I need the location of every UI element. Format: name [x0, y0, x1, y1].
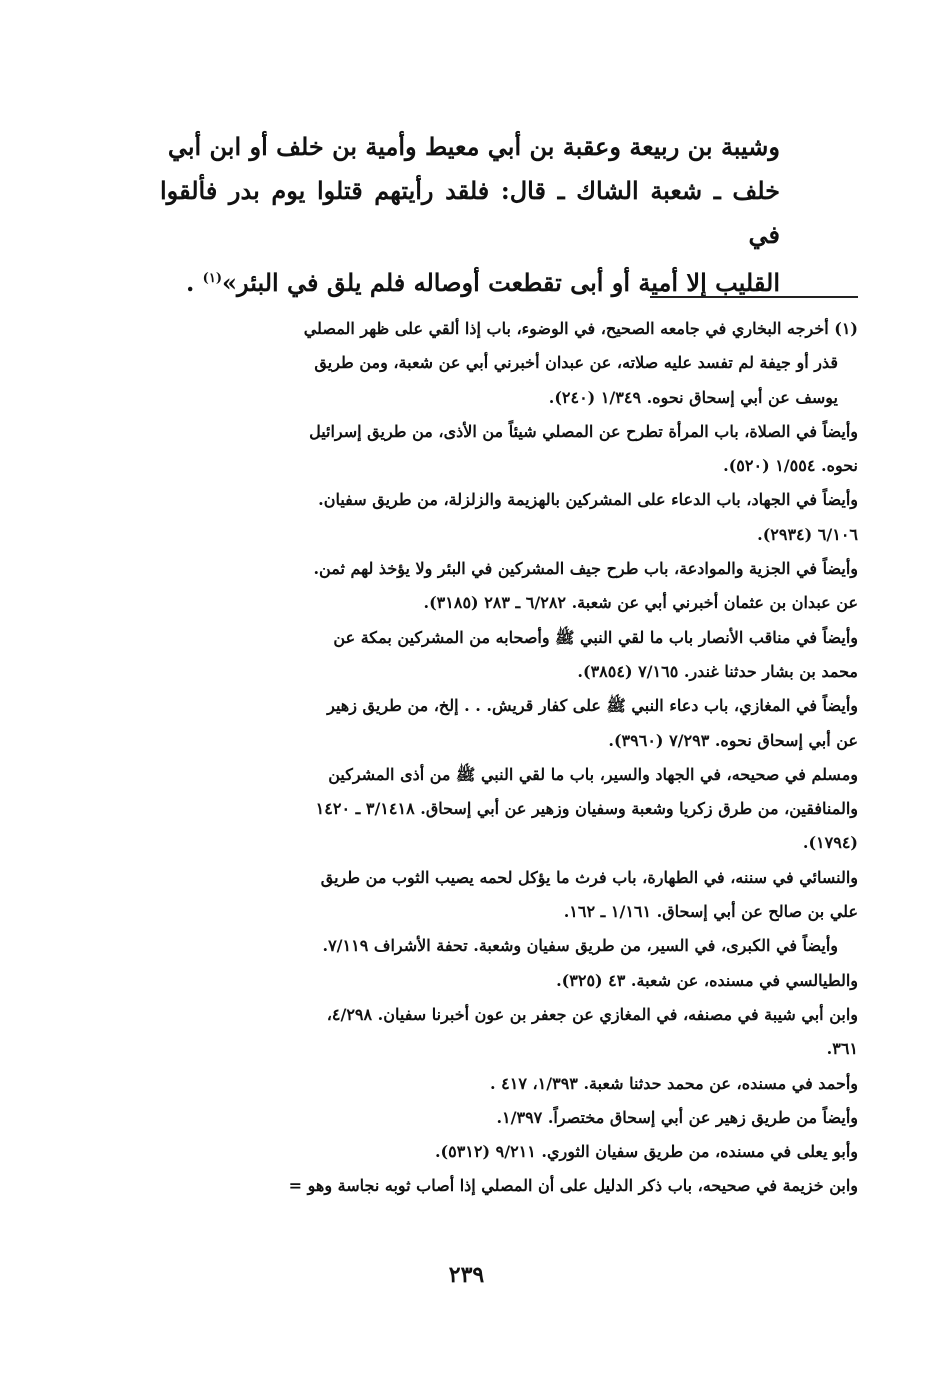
footnote-line: محمد بن بشار حدثنا غندر. ٧/١٦٥ (٣٨٥٤).: [577, 661, 858, 681]
footnote-line: عن عبدان بن عثمان أخبرني أبي عن شعبة. ٦/٢٨٢ ـ ٢٨٣ (٣١٨٥).: [423, 593, 858, 613]
footnote-line: وابن أبي شيبة في مصنفه، في المغازي عن جعفر بن عون أخبرنا سفيان. ٤/٢٩٨،: [326, 1004, 858, 1024]
footnote-line: (١٧٩٤).: [802, 833, 858, 853]
footnote-line: وأيضاً في مناقب الأنصار باب ما لقي النبي ﷺ وأصحابه من المشركين بمكة عن: [333, 627, 858, 647]
footnote-line: وأيضاً من طريق زهير عن أبي إسحاق مختصراً. ١/٣٩٧.: [496, 1107, 858, 1127]
main-text-end-mark: .: [185, 268, 203, 297]
footnote-line: يوسف عن أبي إسحاق نحوه. ١/٣٤٩ (٢٤٠).: [548, 387, 838, 407]
footnote-divider: [650, 296, 858, 298]
footnote-line: والمنافقين، من طرق زكريا وشعبة وسفيان وزهير عن أبي إسحاق. ٣/١٤١٨ ـ ١٤٢٠: [315, 799, 858, 819]
footnote-line: وأيضاً في الكبرى، في السير، من طريق سفيان وشعبة. تحفة الأشراف ٧/١١٩.: [322, 936, 838, 956]
footnote-line: وأبو يعلى في مسنده، من طريق سفيان الثوري. ٩/٢١١ (٥٣١٢).: [434, 1142, 858, 1162]
footnotes-block: [130, 312, 858, 1204]
main-text-line: خلف ـ شعبة الشاك ـ قال: فلقد رأيتهم قتلوا يوم بدر فألقوا في: [160, 176, 780, 249]
main-text-line-content: القليب إلا أمية أو أبى تقطعت أوصاله فلم يلق في البئر»: [221, 268, 780, 297]
footnote-line: وأيضاً في الصلاة، باب المرأة تطرح عن المصلي شيئاً من الأذى، من طريق إسرائيل: [309, 421, 858, 441]
page-number: ٢٣٩: [448, 1262, 485, 1288]
footnote-line: وأحمد في مسنده، عن محمد حدثنا شعبة. ١/٣٩٣، ٤١٧ .: [490, 1073, 858, 1093]
footnote-line: وأيضاً في المغازي، باب دعاء النبي ﷺ على كفار قريش. . . إلخ، من طريق زهير: [327, 696, 858, 716]
footnote-line: عن أبي إسحاق نحوه. ٧/٢٩٣ (٣٩٦٠).: [608, 730, 858, 750]
footnote-line: ومسلم في صحيحه، في الجهاد والسير، باب ما لقي النبي ﷺ من أذى المشركين: [328, 764, 858, 784]
footnote-line: والطيالسي في مسنده، عن شعبة. ٤٣ (٣٢٥).: [556, 970, 858, 990]
footnote-reference: (١): [202, 271, 222, 286]
footnote-line: والنسائي في سننه، في الطهارة، باب فرث ما يؤكل لحمه يصيب الثوب من طريق: [320, 867, 858, 887]
main-text-block: [160, 125, 780, 305]
footnote-line: نحوه. ١/٥٥٤ (٥٢٠).: [723, 456, 858, 476]
footnote-line: ٣٦١.: [826, 1039, 858, 1059]
footnote-line: ٦/١٠٦ (٢٩٣٤).: [757, 524, 858, 544]
footnote-line: قذر أو جيفة لم تفسد عليه صلاته، عن عبدان أخبرني أبي عن شعبة، ومن طريق: [314, 353, 838, 373]
footnote-line: علي بن صالح عن أبي إسحاق. ١/١٦١ ـ ١٦٢.: [563, 902, 858, 922]
footnote-line: (١) أخرجه البخاري في جامعه الصحيح، في الوضوء، باب إذا ألقي على ظهر المصلي: [303, 319, 858, 338]
main-text-line: وشيبة بن ربيعة وعقبة بن أبي معيط وأمية بن خلف أو ابن أبي: [167, 132, 780, 161]
footnote-line: وأيضاً في الجزية والموادعة، باب طرح جيف المشركين في البئر ولا يؤخذ لهم ثمن.: [313, 559, 858, 579]
footnote-line: وابن خزيمة في صحيحه، باب ذكر الدليل على أن المصلي إذا أصاب ثوبه نجاسة وهو =: [288, 1176, 858, 1196]
footnote-line: وأيضاً في الجهاد، باب الدعاء على المشركين بالهزيمة والزلزلة، من طريق سفيان.: [318, 490, 858, 510]
